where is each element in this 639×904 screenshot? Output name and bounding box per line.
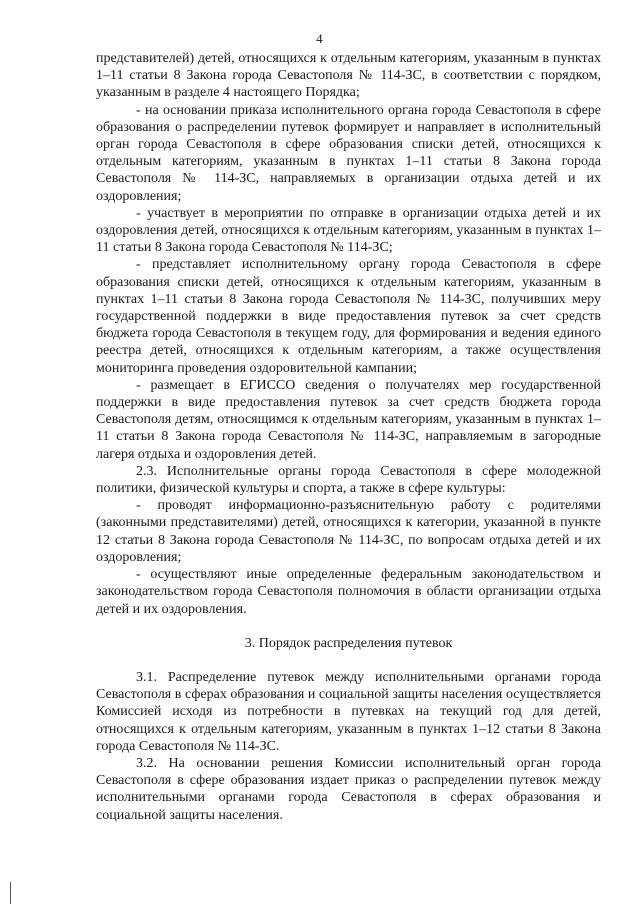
page-number: 4 [316,31,323,46]
section-heading: 3. Порядок распределения путевок [244,635,453,651]
paragraph-bullet: - размещает в ЕГИССО сведения о получателях мер государственной поддержки в виде предоставления путевок за счет средств бюджета города Севастополя детям, относящимся к отдельным категориям, указанным в пунктах 1–11 статьи 8 Закона города Севастополя № 114-ЗС, направляемым в загородные лагеря отдыха и оздоровления детей. [96,377,601,462]
paragraph-clause: 3.2. На основании решения Комиссии исполнительный орган города Севастополя в сфере образования издает приказ о распределении путевок между исполнительными органами города Севастополя в сферах образования и социальной защиты населения. [96,755,601,823]
paragraph-clause: 2.3. Исполнительные органы города Севастополя в сфере молодежной политики, физической культуры и спорта, а также в сфере культуры: [96,463,601,497]
paragraph-bullet: - осуществляют иные определенные федеральным законодательством и законодательством города Севастополя полномочия в области организации отдыха детей и их оздоровления. [96,567,601,617]
paragraph: представителей) детей, относящихся к отдельным категориям, указанным в пунктах 1–11 статьи 8 Закона города Севастополя № 114-ЗС, в соответствии с порядком, указанным в разделе 4 настоящего Порядка; [96,51,601,101]
paragraph-bullet: - проводят информационно-разъяснительную работу с родителями (законными представителями) детей, относящихся к категории, указанной в пункте 12 статьи 8 Закона города Севастополя № 114-ЗС, по вопросам отдыха детей и их оздоровления; [96,498,601,565]
paragraph-clause: 3.1. Распределение путевок между исполнительными органами города Севастополя в сферах образования и социальной защиты населения осуществляется Комиссией исходя из потребности в путевках на текущий год для детей, относящихся к отдельным категориям, указанным в пунктах 1–12 статьи 8 Закона города Севастополя № 114-ЗС. [96,669,601,754]
paragraph-bullet: - представляет исполнительному органу города Севастополя в сфере образования списки детей, относящихся к отдельным категориям, указанным в пунктах 1–11 статьи 8 Закона города Севастополя № 114-ЗС, получивших меру государственной поддержки в виде предоставления путевок за счет средств бюджета города Севастополя в текущем году, для формирования и ведения единого реестра детей, относящихся к отдельным категориям, а также осуществления мониторинга проведения оздоровительной кампании; [96,257,601,376]
paragraph-bullet: - на основании приказа исполнительного органа города Севастополя в сфере образования о распределении путевок формирует и направляет в исполнительный орган города Севастополя в сфере образования списки детей, относящихся к отдельным категориям, указанным в пунктах 1–11 статьи 8 Закона города Севастополя № 114-ЗС, направляемых в организации отдыха детей и их оздоровления; [96,102,601,204]
scan-margin-mark [10,882,11,904]
document-body [96,50,601,824]
paragraph-bullet: - участвует в мероприятии по отправке в организации отдыха детей и их оздоровления детей, относящихся к отдельным категориям, указанным в пунктах 1–11 статьи 8 Закона города Севастополя № 114-ЗС; [96,205,601,256]
